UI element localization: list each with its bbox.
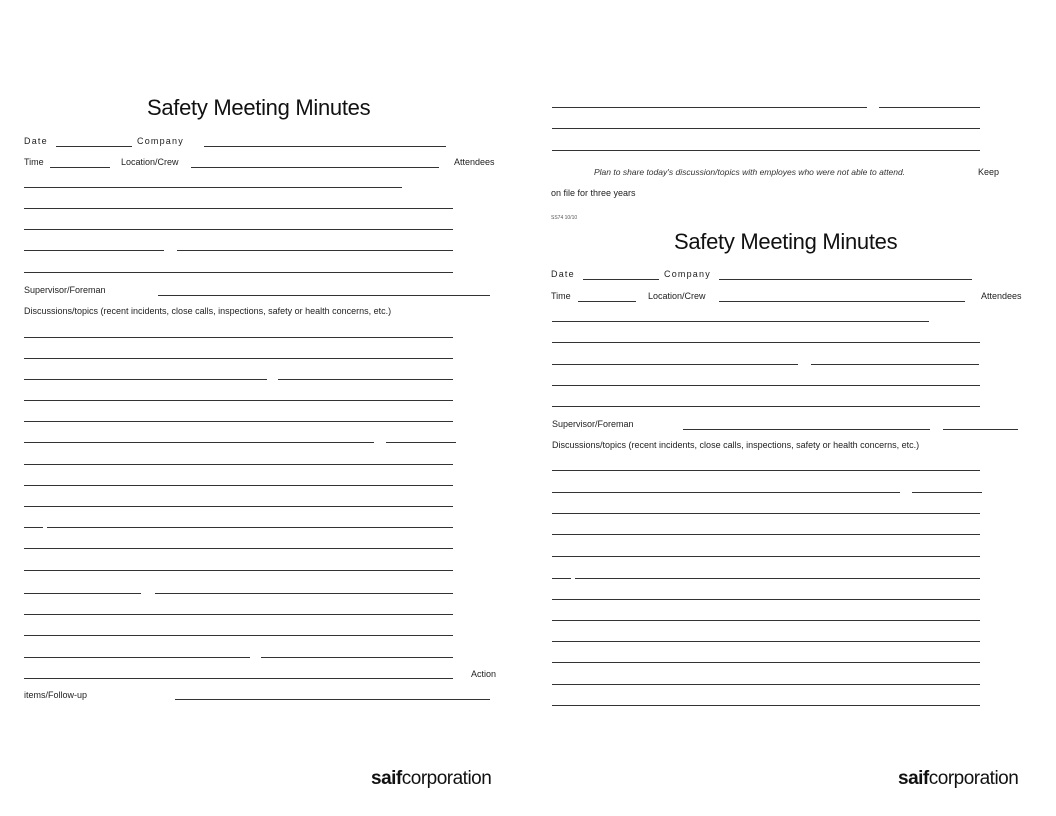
action-items-field[interactable] [175,699,490,700]
attendee-line[interactable] [552,321,929,322]
discussion-line[interactable] [552,556,980,557]
attendees-label: Attendees [454,157,495,167]
supervisor-field-extra[interactable] [943,429,1018,430]
discussion-line[interactable] [24,614,453,615]
date-label: Date [551,269,575,279]
discussion-line[interactable] [552,578,571,579]
discussion-line[interactable] [912,492,982,493]
discussion-line[interactable] [24,527,43,528]
discussion-line[interactable] [552,470,980,471]
time-label: Time [24,157,44,167]
attendee-line[interactable] [552,364,798,365]
discussion-line[interactable] [552,641,980,642]
time-field[interactable] [50,167,110,168]
location-label: Location/Crew [121,157,179,167]
discussion-label: Discussions/topics (recent incidents, close calls, inspections, safety or health concerns, etc.) [24,306,392,316]
discussion-line[interactable] [24,421,453,422]
discussion-line[interactable] [575,578,980,579]
discussion-line[interactable] [24,485,453,486]
date-field[interactable] [583,279,659,280]
attendee-line[interactable] [24,229,453,230]
continuation-line[interactable] [552,107,867,108]
discussion-line[interactable] [24,506,453,507]
discussion-line[interactable] [552,513,980,514]
attendee-line[interactable] [24,208,453,209]
logo-bold-text: saif [898,768,929,789]
discussion-line[interactable] [386,442,456,443]
discussion-label: Discussions/topics (recent incidents, close calls, inspections, safety or health concerns, etc.) [552,440,920,450]
location-label: Location/Crew [648,291,706,301]
time-label: Time [551,291,571,301]
discussion-line[interactable] [24,442,374,443]
action-label: Action [471,669,497,679]
discussion-line[interactable] [552,705,980,706]
attendee-line[interactable] [811,364,979,365]
right-form-page [528,0,1056,816]
location-field[interactable] [719,301,965,302]
supervisor-field[interactable] [683,429,930,430]
discussion-line[interactable] [24,379,267,380]
discussion-line[interactable] [24,678,453,679]
discussion-line[interactable] [278,379,453,380]
attendees-label: Attendees [981,291,1022,301]
keep-label: Keep [978,167,1000,177]
company-field[interactable] [719,279,972,280]
supervisor-label: Supervisor/Foreman [24,285,106,295]
discussion-line[interactable] [552,534,980,535]
form-title: Safety Meeting Minutes [674,229,898,254]
date-field[interactable] [56,146,132,147]
discussion-line[interactable] [24,464,453,465]
discussion-line[interactable] [552,684,980,685]
discussion-line[interactable] [552,492,900,493]
attendee-line[interactable] [177,250,453,251]
attendee-line[interactable] [552,385,980,386]
discussion-line[interactable] [552,599,980,600]
discussion-line[interactable] [552,620,980,621]
attendee-line[interactable] [552,406,980,407]
time-field[interactable] [578,301,636,302]
discussion-line[interactable] [24,657,250,658]
supervisor-label: Supervisor/Foreman [552,419,634,429]
attendee-line[interactable] [24,272,453,273]
discussion-line[interactable] [47,527,453,528]
discussion-line[interactable] [24,593,141,594]
company-field[interactable] [204,146,446,147]
continuation-line[interactable] [879,107,980,108]
plan-note: Plan to share today's discussion/topics with employes who were not able to attend. [594,167,906,177]
logo-regular-text: corporation [401,768,492,789]
company-label: Company [137,136,184,146]
discussion-line[interactable] [552,662,980,663]
saif-corporation-logo [371,768,491,790]
discussion-line[interactable] [24,548,453,549]
keep-on-file-label: on file for three years [551,188,636,198]
discussion-line[interactable] [24,570,453,571]
attendee-line[interactable] [552,342,980,343]
date-label: Date [24,136,48,146]
follow-up-label: items/Follow-up [24,690,88,700]
discussion-line[interactable] [24,337,453,338]
supervisor-field[interactable] [158,295,490,296]
discussion-line[interactable] [24,358,453,359]
discussion-line[interactable] [24,400,453,401]
form-code: SS74 10/10 [551,215,578,221]
continuation-line[interactable] [552,128,980,129]
discussion-line[interactable] [24,635,453,636]
location-field[interactable] [191,167,439,168]
attendee-line[interactable] [24,187,402,188]
attendee-line[interactable] [24,250,164,251]
logo-bold-text: saif [371,768,402,789]
logo-regular-text: corporation [928,768,1019,789]
saif-corporation-logo [898,768,1018,790]
discussion-line[interactable] [261,657,453,658]
continuation-line[interactable] [552,150,980,151]
form-title: Safety Meeting Minutes [147,95,371,120]
discussion-line[interactable] [155,593,453,594]
company-label: Company [664,269,711,279]
